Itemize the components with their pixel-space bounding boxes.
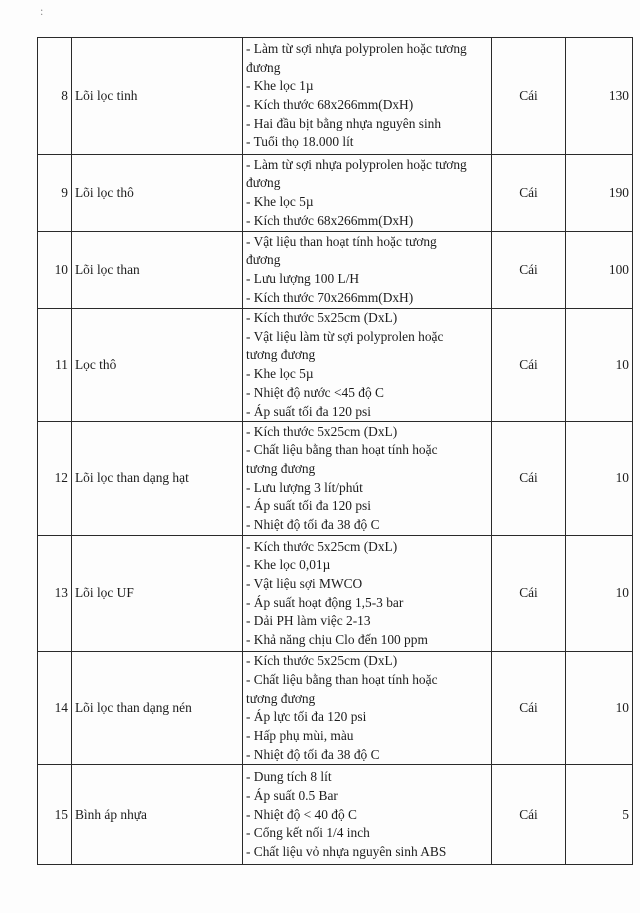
spec-line: - Áp suất tối đa 120 psi: [246, 403, 371, 419]
spec-line: - Nhiệt độ tối đa 38 độ C: [246, 746, 380, 762]
item-unit-cell: Cái: [492, 765, 566, 865]
item-quantity-cell: 10: [566, 422, 633, 536]
table-row: [38, 765, 633, 865]
table-row: [38, 536, 633, 652]
item-quantity-cell: 130: [566, 38, 633, 155]
spec-line: - Khe lọc 0,01µ: [246, 557, 331, 573]
spec-line: - Kích thước 5x25cm (DxL): [246, 653, 398, 669]
item-spec-cell: [243, 309, 492, 422]
item-spec-cell: [243, 765, 492, 865]
item-spec-cell: [243, 652, 492, 765]
item-name-cell: Lõi lọc thô: [72, 155, 243, 232]
table-row: [38, 38, 633, 155]
item-unit-cell: Cái: [492, 309, 566, 422]
spec-line: - Khe lọc 1µ: [246, 78, 314, 94]
item-quantity-cell: 100: [566, 232, 633, 309]
spec-line: - Kích thước 5x25cm (DxL): [246, 423, 398, 439]
spec-line: - Áp suất hoạt động 1,5-3 bar: [246, 594, 404, 610]
page-mark: :: [40, 4, 44, 18]
spec-line: tương đương: [246, 347, 316, 363]
item-spec-cell: [243, 422, 492, 536]
spec-line: - Áp suất tối đa 120 psi: [246, 498, 371, 514]
spec-line: - Khe lọc 5µ: [246, 366, 314, 382]
spec-line: - Chất liệu vỏ nhựa nguyên sinh ABS: [246, 843, 447, 859]
item-name-cell: Lõi lọc tinh: [72, 38, 243, 155]
item-spec-cell: [243, 232, 492, 309]
item-spec-cell: [243, 155, 492, 232]
item-name-cell: Lõi lọc UF: [72, 536, 243, 652]
spec-line: - Nhiệt độ < 40 độ C: [246, 806, 357, 822]
item-number-cell: 9: [38, 155, 72, 232]
spec-line: tương đương: [246, 690, 316, 706]
spec-line: - Vật liệu than hoạt tính hoặc tương: [246, 233, 437, 249]
spec-line: - Cổng kết nối 1/4 inch: [246, 825, 370, 841]
item-number-cell: 13: [38, 536, 72, 652]
spec-line: đương: [246, 175, 281, 191]
spec-line: - Áp lực tối đa 120 psi: [246, 709, 367, 725]
item-quantity-cell: 190: [566, 155, 633, 232]
table-row: [38, 232, 633, 309]
spec-line: - Tuổi thọ 18.000 lít: [246, 134, 354, 150]
item-unit-cell: Cái: [492, 38, 566, 155]
item-name-cell: Lọc thô: [72, 309, 243, 422]
spec-line: - Áp suất 0.5 Bar: [246, 787, 338, 803]
spec-line: đương: [246, 252, 281, 268]
spec-line: - Làm từ sợi nhựa polyprolen hoặc tương: [246, 40, 467, 56]
spec-line: - Hấp phụ mùi, màu: [246, 728, 354, 744]
table-row: [38, 422, 633, 536]
spec-line: - Nhiệt độ tối đa 38 độ C: [246, 517, 380, 533]
item-unit-cell: Cái: [492, 155, 566, 232]
spec-line: - Dung tích 8 lít: [246, 769, 332, 785]
item-number-cell: 15: [38, 765, 72, 865]
item-unit-cell: Cái: [492, 536, 566, 652]
item-spec-cell: [243, 536, 492, 652]
spec-line: - Nhiệt độ nước <45 độ C: [246, 384, 384, 400]
item-spec-cell: [243, 38, 492, 155]
spec-line: - Kích thước 5x25cm (DxL): [246, 538, 398, 554]
spec-line: - Vật liệu làm từ sợi polyprolen hoặc: [246, 328, 444, 344]
equipment-spec-table: [37, 37, 633, 865]
table-row: [38, 309, 633, 422]
table-row: [38, 652, 633, 765]
item-unit-cell: Cái: [492, 652, 566, 765]
item-quantity-cell: 10: [566, 309, 633, 422]
item-number-cell: 12: [38, 422, 72, 536]
spec-line: đương: [246, 59, 281, 75]
item-name-cell: Bình áp nhựa: [72, 765, 243, 865]
item-quantity-cell: 5: [566, 765, 633, 865]
item-number-cell: 8: [38, 38, 72, 155]
item-name-cell: Lõi lọc than: [72, 232, 243, 309]
item-number-cell: 14: [38, 652, 72, 765]
spec-line: - Dải PH làm việc 2-13: [246, 613, 371, 629]
spec-line: - Khả năng chịu Clo đến 100 ppm: [246, 632, 428, 648]
item-quantity-cell: 10: [566, 652, 633, 765]
spec-line: - Kích thước 68x266mm(DxH): [246, 97, 414, 112]
spec-line: - Làm từ sợi nhựa polyprolen hoặc tương: [246, 156, 467, 172]
item-number-cell: 11: [38, 309, 72, 422]
item-name-cell: Lõi lọc than dạng nén: [72, 652, 243, 765]
spec-line: - Chất liệu bằng than hoạt tính hoặc: [246, 671, 438, 687]
spec-line: - Khe lọc 5µ: [246, 194, 314, 209]
table-row: [38, 155, 633, 232]
spec-table-body: [38, 38, 633, 865]
spec-line: - Kích thước 70x266mm(DxH): [246, 289, 414, 305]
spec-line: - Kích thước 68x266mm(DxH): [246, 212, 414, 228]
item-name-cell: Lõi lọc than dạng hạt: [72, 422, 243, 536]
spec-line: - Lưu lượng 3 lít/phút: [246, 479, 363, 495]
item-number-cell: 10: [38, 232, 72, 309]
item-unit-cell: Cái: [492, 232, 566, 309]
spec-line: - Kích thước 5x25cm (DxL): [246, 310, 398, 325]
item-unit-cell: Cái: [492, 422, 566, 536]
spec-line: - Chất liệu bằng than hoạt tính hoặc: [246, 442, 438, 458]
spec-line: - Lưu lượng 100 L/H: [246, 271, 360, 286]
spec-line: - Vật liệu sợi MWCO: [246, 576, 363, 592]
spec-line: tương đương: [246, 461, 316, 477]
spec-line: - Hai đầu bịt bằng nhựa nguyên sinh: [246, 115, 442, 131]
item-quantity-cell: 10: [566, 536, 633, 652]
